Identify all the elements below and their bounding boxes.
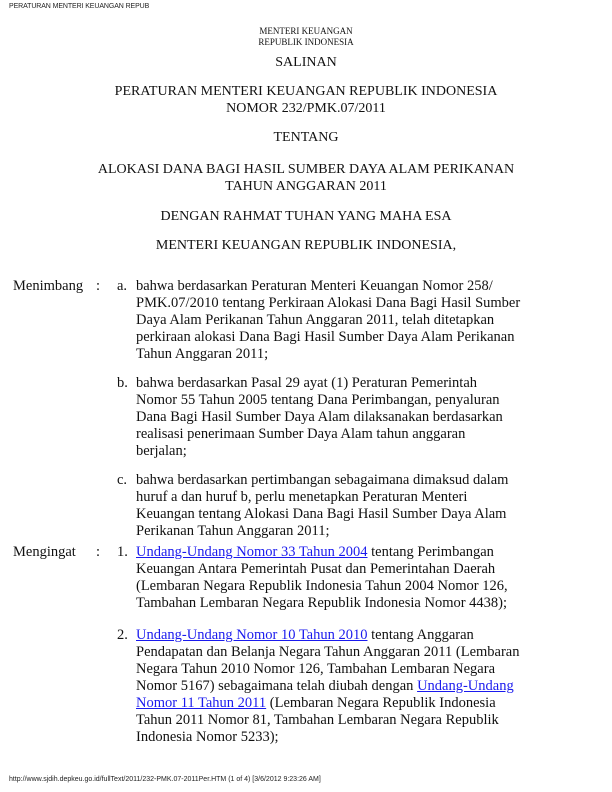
text-line	[136, 472, 508, 489]
text-segment: huruf a dan huruf b, perlu menetapkan Peraturan Menteri	[136, 489, 468, 505]
running-header: PERATURAN MENTERI KEUANGAN REPUB	[9, 3, 150, 10]
text-segment: bahwa berdasarkan pertimbangan sebagaimana dimaksud dalam	[136, 472, 509, 488]
letterhead-line-2: REPUBLIK INDONESIA	[258, 37, 354, 47]
text-segment: tentang Perimbangan	[367, 544, 494, 560]
law-reference-link[interactable]: Undang-Undang	[417, 678, 514, 694]
text-segment: Daya Alam Perikanan Tahun Anggaran 2011, telah ditetapkan	[136, 312, 495, 328]
text-line	[136, 561, 508, 578]
text-line	[136, 695, 520, 712]
menimbang-item	[136, 472, 508, 540]
text-segment: Nomor 55 Tahun 2005 tentang Dana Perimbangan, penyaluran	[136, 392, 500, 408]
text-segment: Nomor 5167) sebagaimana telah diubah dengan	[136, 678, 418, 694]
text-line	[136, 523, 508, 540]
page-footer-url: http://www.sjdih.depkeu.go.id/fullText/2011/232-PMK.07-2011Per.HTM (1 of 4) [3/6/2012 9:23:26 AM]	[9, 776, 321, 783]
text-line	[136, 295, 520, 312]
text-segment: tentang Anggaran	[367, 627, 474, 643]
invocation: DENGAN RAHMAT TUHAN YANG MAHA ESA	[160, 209, 452, 224]
mengingat-item-marker: 2.	[117, 627, 128, 643]
text-line	[136, 392, 503, 409]
text-line	[136, 627, 520, 644]
mengingat-item	[136, 544, 508, 612]
text-segment: PMK.07/2010 tentang Perkiraan Alokasi Dana Bagi Hasil Sumber	[136, 295, 521, 311]
text-segment: Negara Tahun 2010 Nomor 126, Tambahan Lembaran Negara	[136, 661, 496, 677]
letterhead-line-1: MENTERI KEUANGAN	[259, 26, 353, 36]
text-line	[136, 489, 508, 506]
text-segment: realisasi penerimaan Sumber Daya Alam tahun anggaran	[136, 426, 466, 442]
text-segment: Pendapatan dan Belanja Negara Tahun Anggaran 2011 (Lembaran	[136, 644, 520, 660]
subject-line-1: ALOKASI DANA BAGI HASIL SUMBER DAYA ALAM PERIKANAN	[97, 162, 515, 177]
menimbang-item-marker: c.	[117, 472, 128, 488]
about-heading: TENTANG	[273, 130, 339, 145]
text-line	[136, 312, 520, 329]
menimbang-item-marker: a.	[117, 278, 128, 294]
text-line	[136, 409, 503, 426]
menimbang-item-marker: b.	[117, 375, 128, 391]
text-line	[136, 426, 503, 443]
text-segment: bahwa berdasarkan Pasal 29 ayat (1) Peraturan Pemerintah	[136, 375, 478, 391]
text-line	[136, 595, 508, 612]
text-line	[136, 578, 508, 595]
mengingat-item-marker: 1.	[117, 544, 128, 560]
menimbang-item	[136, 375, 503, 460]
title-line-1: PERATURAN MENTERI KEUANGAN REPUBLIK INDONESIA	[114, 84, 498, 99]
law-reference-link[interactable]: Undang-Undang Nomor 33 Tahun 2004	[136, 544, 368, 560]
menimbang-item	[136, 278, 520, 363]
copy-label: SALINAN	[275, 55, 337, 70]
text-segment: Tahun 2011 Nomor 81, Tambahan Lembaran Negara Republik	[136, 712, 499, 728]
text-segment: Keuangan Antara Pemerintah Pusat dan Pemerintahan Daerah	[136, 561, 496, 577]
text-line	[136, 443, 503, 460]
text-segment: berjalan;	[136, 443, 187, 459]
text-line	[136, 544, 508, 561]
text-line	[136, 678, 520, 695]
text-segment: Perikanan Tahun Anggaran 2011;	[136, 523, 330, 539]
law-reference-link[interactable]: Nomor 11 Tahun 2011	[136, 695, 267, 711]
subject-line-2: TAHUN ANGGARAN 2011	[225, 179, 387, 194]
text-line	[136, 712, 520, 729]
text-segment: Tahun Anggaran 2011;	[136, 346, 269, 362]
law-reference-link[interactable]: Undang-Undang Nomor 10 Tahun 2010	[136, 627, 368, 643]
text-line	[136, 644, 520, 661]
text-segment: Dana Bagi Hasil Sumber Daya Alam dilaksanakan berdasarkan	[136, 409, 503, 425]
text-segment: Tambahan Lembaran Negara Republik Indonesia Nomor 4438);	[136, 595, 508, 611]
text-line	[136, 661, 520, 678]
text-line	[136, 329, 520, 346]
text-segment: (Lembaran Negara Republik Indonesia	[266, 695, 496, 711]
text-segment: (Lembaran Negara Republik Indonesia Tahun 2004 Nomor 126,	[136, 578, 508, 594]
mengingat-item	[136, 627, 520, 746]
text-segment: Indonesia Nomor 5233);	[136, 729, 279, 745]
menimbang-colon: :	[96, 278, 101, 294]
text-segment: perkiraan alokasi Dana Bagi Hasil Sumber Daya Alam Perikanan	[136, 329, 515, 345]
issuer: MENTERI KEUANGAN REPUBLIK INDONESIA,	[155, 238, 457, 253]
text-segment: bahwa berdasarkan Peraturan Menteri Keuangan Nomor 258/	[136, 278, 493, 294]
mengingat-colon: :	[96, 544, 101, 560]
text-line	[136, 729, 520, 746]
mengingat-label: Mengingat	[13, 544, 76, 560]
title-line-2: NOMOR 232/PMK.07/2011	[226, 101, 386, 116]
text-segment: Keuangan tentang Alokasi Dana Bagi Hasil Sumber Daya Alam	[136, 506, 507, 522]
text-line	[136, 375, 503, 392]
text-line	[136, 346, 520, 363]
text-line	[136, 278, 520, 295]
text-line	[136, 506, 508, 523]
menimbang-label: Menimbang	[13, 278, 84, 294]
